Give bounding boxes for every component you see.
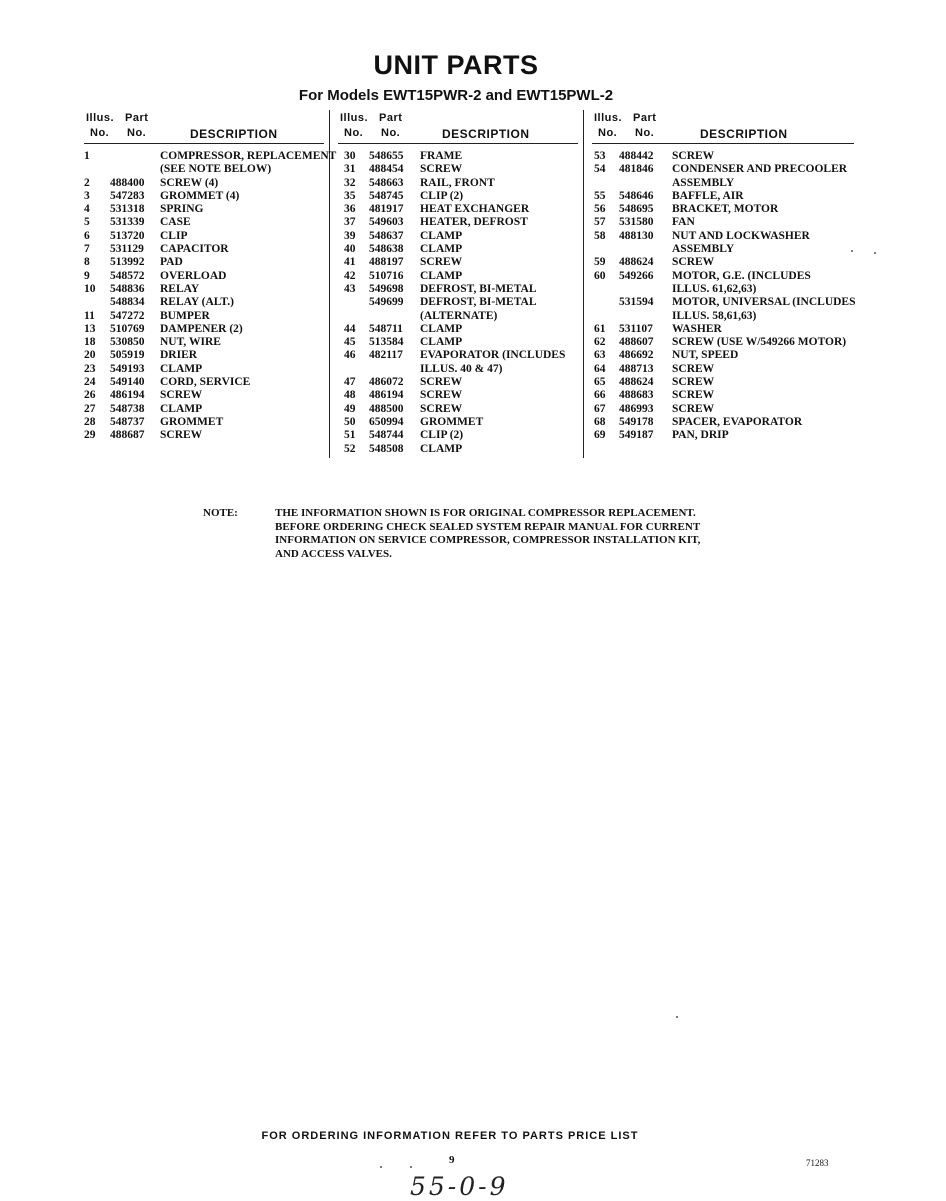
part-row [592, 323, 854, 336]
note-text [275, 507, 715, 561]
part-description: CLAMP [420, 269, 463, 282]
part-description: SCREW [420, 163, 463, 176]
part-no-heading: No. [635, 127, 655, 139]
illus-number: 42 [344, 269, 356, 282]
part-number: 531580 [619, 216, 654, 229]
part-description: CORD, SERVICE [160, 376, 251, 389]
part-row [592, 230, 854, 243]
part-number: 488400 [110, 176, 145, 189]
part-row [338, 270, 578, 283]
part-row [338, 256, 578, 269]
part-number: 547272 [110, 309, 145, 322]
part-description: FAN [672, 216, 695, 229]
scan-speck [851, 250, 853, 252]
illus-number: 54 [594, 163, 606, 176]
part-row [338, 376, 578, 389]
part-row [338, 230, 578, 243]
part-description: SCREW [672, 362, 715, 375]
part-row [338, 163, 578, 176]
part-row [338, 243, 578, 256]
illus-number: 68 [594, 415, 606, 428]
part-number: 650994 [369, 415, 404, 428]
part-row [84, 216, 324, 229]
description-heading: DESCRIPTION [442, 127, 530, 141]
part-description: CLAMP [420, 336, 463, 349]
part-description: DEFROST, BI-METAL [420, 296, 537, 309]
illus-heading: Illus. [340, 112, 369, 124]
part-row [592, 310, 854, 323]
illus-number: 58 [594, 229, 606, 242]
illus-number: 60 [594, 269, 606, 282]
note-line: THE INFORMATION SHOWN IS FOR ORIGINAL COMPRESSOR REPLACEMENT. [275, 507, 696, 519]
part-row [592, 190, 854, 203]
part-description: BUMPER [160, 309, 210, 322]
part-row [84, 403, 324, 416]
page-subtitle: For Models EWT15PWR-2 and EWT15PWL-2 [298, 87, 614, 104]
part-description: GROMMET [420, 415, 484, 428]
illus-heading: Illus. [86, 112, 115, 124]
part-number: 510716 [369, 269, 404, 282]
part-number: 548834 [110, 296, 145, 309]
illus-number: 13 [84, 322, 96, 335]
illus-number: 26 [84, 389, 96, 402]
page-title: UNIT PARTS [373, 50, 539, 80]
part-number: 549698 [369, 282, 404, 295]
part-description: SCREW (4) [160, 176, 219, 189]
part-number: 531339 [110, 216, 145, 229]
part-description: ASSEMBLY [672, 243, 735, 256]
part-number: 488130 [619, 229, 654, 242]
part-row [338, 363, 578, 376]
illus-number: 47 [344, 376, 356, 389]
part-row [338, 403, 578, 416]
description-heading: DESCRIPTION [700, 127, 788, 141]
part-description: ILLUS. 58,61,63) [672, 309, 757, 322]
part-description: CLIP (2) [420, 189, 464, 202]
part-row [84, 349, 324, 362]
illus-number: 67 [594, 402, 606, 415]
part-description: CLAMP [420, 322, 463, 335]
part-number: 513584 [369, 336, 404, 349]
part-row [84, 296, 324, 309]
illus-number: 31 [344, 163, 356, 176]
part-row [592, 216, 854, 229]
part-description: HEAT EXCHANGER [420, 203, 530, 216]
part-description: SCREW [672, 256, 715, 269]
part-number: 548738 [110, 402, 145, 415]
part-no-heading: No. [127, 127, 147, 139]
part-row [338, 336, 578, 349]
part-number: 481917 [369, 203, 404, 216]
part-number: 486993 [619, 402, 654, 415]
scan-speck [676, 1016, 678, 1018]
illus-number: 37 [344, 216, 356, 229]
part-number: 486072 [369, 376, 404, 389]
part-number: 548745 [369, 189, 404, 202]
part-number: 513720 [110, 229, 145, 242]
illus-number: 8 [84, 256, 90, 269]
part-description: SCREW [160, 389, 203, 402]
part-description: CLAMP [420, 442, 463, 455]
part-number: 488442 [619, 150, 654, 162]
part-row [84, 243, 324, 256]
header-rule [592, 143, 854, 144]
parts-list [84, 150, 337, 443]
part-row [592, 270, 854, 283]
part-row [84, 270, 324, 283]
part-number: 510769 [110, 322, 145, 335]
illus-number: 64 [594, 362, 606, 375]
part-row [592, 416, 854, 429]
part-heading: Part [633, 112, 657, 124]
part-description: CLIP (2) [420, 429, 464, 442]
illus-number: 59 [594, 256, 606, 269]
note-label: NOTE: [203, 507, 238, 519]
part-row [338, 150, 578, 163]
part-description: SCREW [672, 150, 715, 162]
part-row [338, 429, 578, 442]
part-description: NUT AND LOCKWASHER [672, 229, 810, 242]
part-number: 548836 [110, 282, 145, 295]
illus-number: 69 [594, 429, 606, 442]
part-row [84, 429, 324, 442]
part-row [338, 349, 578, 362]
part-description: CLAMP [160, 362, 203, 375]
illus-number: 2 [84, 176, 90, 189]
part-row [592, 336, 854, 349]
part-no-heading: No. [381, 127, 401, 139]
part-number: 548695 [619, 203, 654, 216]
parts-column-2 [338, 112, 578, 456]
part-number: 549603 [369, 216, 404, 229]
part-number: 548508 [369, 442, 404, 455]
scan-speck [380, 1166, 382, 1168]
part-number: 488454 [369, 163, 404, 176]
illus-number: 5 [84, 216, 90, 229]
illus-number: 1 [84, 150, 90, 162]
illus-number: 44 [344, 322, 356, 335]
part-row [84, 190, 324, 203]
part-description: SCREW [672, 402, 715, 415]
part-row [84, 416, 324, 429]
illus-number: 56 [594, 203, 606, 216]
part-description: HEATER, DEFROST [420, 216, 528, 229]
part-description: WASHER [672, 322, 722, 335]
part-row [338, 296, 578, 309]
part-row [338, 283, 578, 296]
illus-number: 30 [344, 150, 356, 162]
part-row [338, 203, 578, 216]
part-number: 482117 [369, 349, 403, 362]
part-number: 547283 [110, 189, 145, 202]
part-row [592, 150, 854, 163]
part-number: 548744 [369, 429, 404, 442]
illus-number: 50 [344, 415, 356, 428]
illus-number: 28 [84, 415, 96, 428]
illus-number: 24 [84, 376, 96, 389]
part-description: ILLUS. 61,62,63) [672, 282, 757, 295]
part-row [338, 323, 578, 336]
illus-number: 9 [84, 269, 90, 282]
part-description: SCREW [160, 429, 203, 442]
illus-number: 4 [84, 203, 90, 216]
part-number: 531129 [110, 243, 144, 256]
part-number: 531594 [619, 296, 654, 309]
illus-number: 53 [594, 150, 606, 162]
description-heading: DESCRIPTION [190, 127, 278, 141]
part-number: 488683 [619, 389, 654, 402]
part-row [84, 389, 324, 402]
illus-number: 66 [594, 389, 606, 402]
part-description: NUT, SPEED [672, 349, 739, 362]
illus-number: 40 [344, 243, 356, 256]
part-number: 531318 [110, 203, 145, 216]
part-description: SCREW [420, 389, 463, 402]
part-description: RELAY [160, 282, 200, 295]
part-row [84, 283, 324, 296]
part-row [592, 243, 854, 256]
part-number: 530850 [110, 336, 145, 349]
illus-number: 32 [344, 176, 356, 189]
part-row [84, 310, 324, 323]
part-row [338, 310, 578, 323]
illus-number: 62 [594, 336, 606, 349]
part-row [84, 230, 324, 243]
part-number: 488624 [619, 256, 654, 269]
part-description: SPRING [160, 203, 204, 216]
part-description: SCREW [672, 376, 715, 389]
part-row [338, 389, 578, 402]
column-header [84, 112, 324, 142]
part-heading: Part [379, 112, 403, 124]
part-row [592, 349, 854, 362]
part-row [592, 203, 854, 216]
illus-number: 3 [84, 189, 90, 202]
part-description: BAFFLE, AIR [672, 189, 744, 202]
part-number: 488500 [369, 402, 404, 415]
parts-column-1 [84, 112, 337, 443]
part-row [84, 150, 337, 163]
illus-number: 29 [84, 429, 96, 442]
illus-number: 61 [594, 322, 606, 335]
part-number: 549193 [110, 362, 145, 375]
part-description: ILLUS. 40 & 47) [420, 362, 503, 375]
illus-number: 43 [344, 282, 356, 295]
part-row [84, 163, 324, 176]
part-row [338, 443, 578, 456]
part-description: BRACKET, MOTOR [672, 203, 779, 216]
part-description: GROMMET [160, 415, 224, 428]
part-number: 549266 [619, 269, 654, 282]
part-description: SPACER, EVAPORATOR [672, 415, 803, 428]
part-number: 531107 [619, 322, 653, 335]
part-number: 548663 [369, 176, 404, 189]
part-number: 548572 [110, 269, 145, 282]
header-rule [338, 143, 578, 144]
part-number: 549699 [369, 296, 404, 309]
illus-number: 41 [344, 256, 356, 269]
illus-number: 55 [594, 189, 606, 202]
illus-number: 27 [84, 402, 96, 415]
part-number: 548711 [369, 322, 403, 335]
column-divider [583, 110, 584, 458]
illus-number: 51 [344, 429, 356, 442]
column-header [338, 112, 578, 142]
part-row [84, 336, 324, 349]
part-description: RAIL, FRONT [420, 176, 495, 189]
part-description: CONDENSER AND PRECOOLER [672, 163, 848, 176]
note-line: AND ACCESS VALVES. [275, 547, 392, 560]
part-description: EVAPORATOR (INCLUDES [420, 349, 566, 362]
part-description: MOTOR, UNIVERSAL (INCLUDES [672, 296, 856, 309]
part-description: RELAY (ALT.) [160, 296, 234, 309]
part-description: DEFROST, BI-METAL [420, 282, 537, 295]
part-description: DRIER [160, 349, 198, 362]
part-number: 548638 [369, 243, 404, 256]
illus-no-heading: No. [90, 127, 110, 139]
part-row [592, 389, 854, 402]
part-row [338, 190, 578, 203]
illus-number: 49 [344, 402, 356, 415]
scan-speck [874, 252, 876, 254]
ordering-footer: FOR ORDERING INFORMATION REFER TO PARTS PRICE LIST [261, 1130, 639, 1142]
note-line: BEFORE ORDERING CHECK SEALED SYSTEM REPAIR MANUAL FOR CURRENT [275, 520, 701, 533]
part-number: 548646 [619, 189, 654, 202]
parts-column-3 [592, 112, 854, 443]
parts-list [592, 150, 854, 443]
part-number: 548655 [369, 150, 404, 162]
scan-speck [410, 1166, 412, 1168]
part-row [592, 376, 854, 389]
page-number: 9 [449, 1154, 455, 1166]
part-row [592, 163, 854, 176]
part-number: 513992 [110, 256, 145, 269]
illus-number: 36 [344, 203, 356, 216]
part-description: (ALTERNATE) [420, 309, 498, 322]
column-header [592, 112, 854, 142]
illus-number: 20 [84, 349, 96, 362]
part-description: PAD [160, 256, 183, 269]
part-row [592, 256, 854, 269]
part-number: 488607 [619, 336, 654, 349]
illus-number: 11 [84, 309, 95, 322]
part-description: SCREW [672, 389, 715, 402]
part-row [592, 296, 854, 309]
document-code: 71283 [806, 1158, 829, 1168]
part-description: FRAME [420, 150, 463, 162]
part-description: OVERLOAD [160, 269, 227, 282]
illus-number: 45 [344, 336, 356, 349]
part-number: 488624 [619, 376, 654, 389]
illus-number: 23 [84, 362, 96, 375]
part-description: CASE [160, 216, 191, 229]
illus-number: 57 [594, 216, 606, 229]
parts-list [338, 150, 578, 456]
part-row [592, 177, 854, 190]
illus-number: 7 [84, 243, 90, 256]
illus-number: 6 [84, 229, 90, 242]
part-description: COMPRESSOR, REPLACEMENT [160, 150, 337, 162]
illus-number: 39 [344, 229, 356, 242]
illus-heading: Illus. [594, 112, 623, 124]
part-number: 488687 [110, 429, 145, 442]
part-description: (SEE NOTE BELOW) [160, 163, 272, 176]
part-row [338, 216, 578, 229]
part-description: CLAMP [160, 402, 203, 415]
part-row [84, 323, 324, 336]
part-number: 486194 [369, 389, 404, 402]
illus-no-heading: No. [598, 127, 618, 139]
illus-number: 35 [344, 189, 356, 202]
part-description: SCREW [420, 256, 463, 269]
part-description: CAPACITOR [160, 243, 229, 256]
illus-number: 48 [344, 389, 356, 402]
part-row [84, 177, 324, 190]
part-number: 548637 [369, 229, 404, 242]
part-description: SCREW [420, 376, 463, 389]
part-row [84, 203, 324, 216]
part-number: 486194 [110, 389, 145, 402]
part-number: 488713 [619, 362, 654, 375]
part-row [338, 177, 578, 190]
part-description: NUT, WIRE [160, 336, 221, 349]
illus-number: 10 [84, 282, 96, 295]
part-number: 549187 [619, 429, 654, 442]
part-row [84, 363, 324, 376]
part-description: CLAMP [420, 243, 463, 256]
handwritten-annotation: 55-0-9 [410, 1172, 509, 1201]
part-row [84, 376, 324, 389]
part-description: DAMPENER (2) [160, 322, 243, 335]
part-number: 486692 [619, 349, 654, 362]
note-line: INFORMATION ON SERVICE COMPRESSOR, COMPRESSOR INSTALLATION KIT, [275, 534, 701, 546]
part-number: 481846 [619, 163, 654, 176]
illus-number: 46 [344, 349, 356, 362]
illus-number: 52 [344, 442, 356, 455]
part-description: GROMMET (4) [160, 189, 240, 202]
header-rule [84, 143, 324, 144]
part-heading: Part [125, 112, 149, 124]
part-description: ASSEMBLY [672, 176, 735, 189]
part-description: PAN, DRIP [672, 429, 729, 442]
part-description: MOTOR, G.E. (INCLUDES [672, 269, 811, 282]
part-description: CLAMP [420, 229, 463, 242]
part-row [592, 283, 854, 296]
illus-number: 65 [594, 376, 606, 389]
part-row [592, 429, 854, 442]
part-number: 548737 [110, 415, 145, 428]
illus-number: 18 [84, 336, 96, 349]
illus-no-heading: No. [344, 127, 364, 139]
part-row [592, 363, 854, 376]
part-row [592, 403, 854, 416]
part-row [338, 416, 578, 429]
part-description: CLIP [160, 229, 188, 242]
part-description: SCREW [420, 402, 463, 415]
illus-number: 63 [594, 349, 606, 362]
part-row [84, 256, 324, 269]
part-number: 488197 [369, 256, 404, 269]
part-number: 505919 [110, 349, 145, 362]
part-number: 549178 [619, 415, 654, 428]
part-description: SCREW (USE W/549266 MOTOR) [672, 336, 847, 349]
part-number: 549140 [110, 376, 145, 389]
